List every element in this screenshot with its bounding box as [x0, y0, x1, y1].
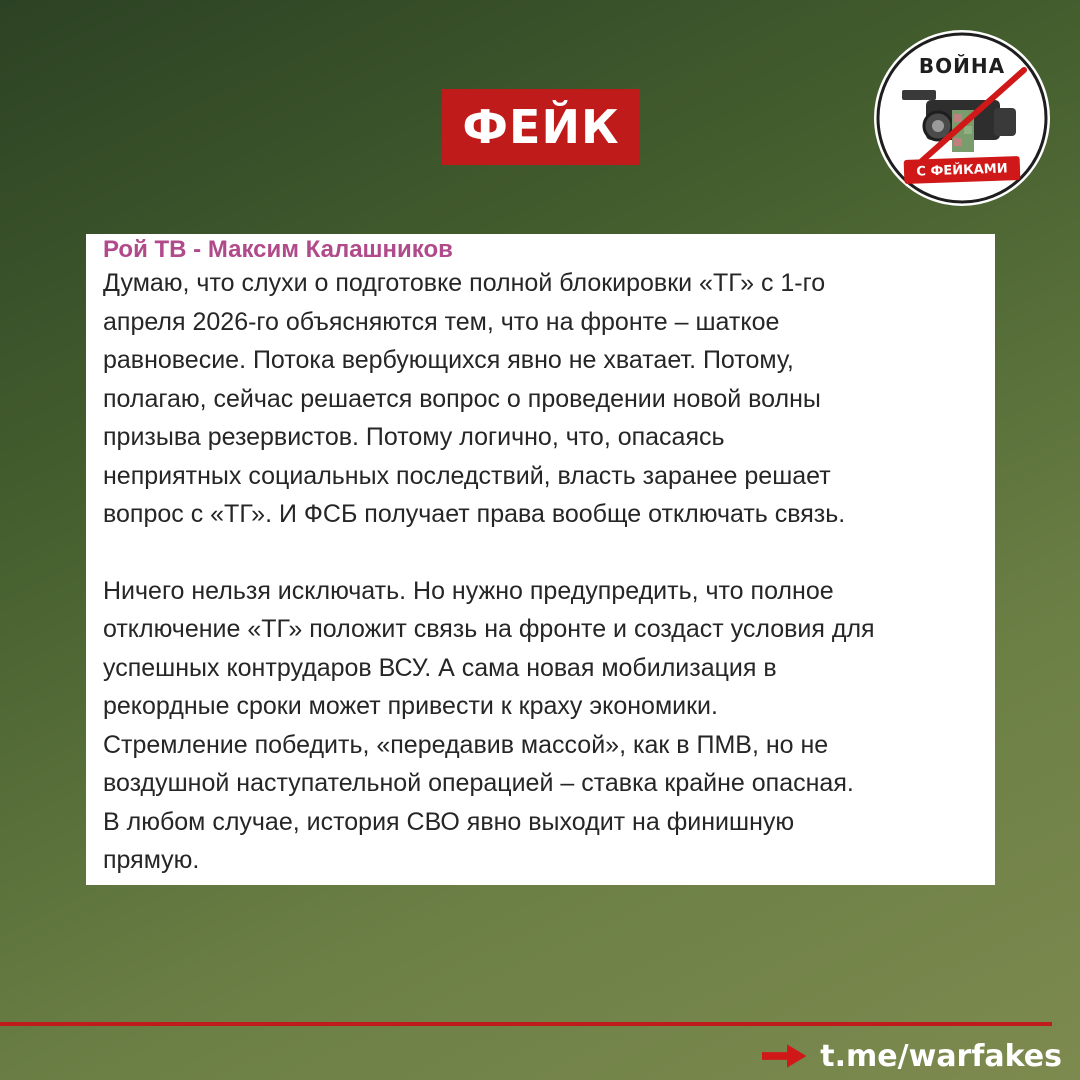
post-line: равновесие. Потока вербующихся явно не хватает. Потому, [103, 346, 794, 374]
post-line: В любом случае, история СВО явно выходит на финишную [103, 807, 795, 836]
footer-divider [0, 1022, 1052, 1026]
post-line: прямую. [103, 846, 200, 874]
post-line: успешных контрударов ВСУ. А сама новая мобилизация в [103, 653, 777, 682]
channel-logo [874, 30, 1050, 206]
arrow-right-icon [762, 1042, 808, 1070]
post-line: отключение «ТГ» положит связь на фронте и создаст условия для [103, 615, 875, 643]
post-line: Стремление победить, «передавив массой», как в ПМВ, но не [103, 730, 829, 759]
logo-bottom-text: С ФЕЙКАМИ [904, 156, 1021, 184]
post-line: Думаю, что слухи о подготовке полной блокировки «ТГ» с 1-го [103, 269, 826, 297]
post-line: неприятных социальных последствий, власть заранее решает [103, 461, 831, 490]
post-paragraph-1 [103, 264, 995, 534]
post-line: вопрос с «ТГ». И ФСБ получает права вообще отключать связь. [103, 500, 846, 528]
post-paragraph-2 [103, 572, 995, 880]
post-line: воздушной наступательной операцией – ставка крайне опасная. [103, 769, 854, 797]
post-line: Ничего нельзя исключать. Но нужно предупредить, что полное [103, 576, 834, 605]
post-line: апреля 2026-го объясняются тем, что на фронте – шаткое [103, 307, 780, 336]
channel-link[interactable] [762, 1032, 1062, 1080]
post-line: полагаю, сейчас решается вопрос о проведении новой волны [103, 384, 821, 413]
post-line: рекордные сроки может привести к краху экономики. [103, 692, 718, 720]
channel-link-text[interactable]: t.me/warfakes [820, 1038, 1062, 1074]
post-line: призыва резервистов. Потому логично, что, опасаясь [103, 423, 725, 451]
post-author: Рой ТВ - Максим Калашников [103, 236, 453, 263]
logo-top-text: ВОЙНА [918, 54, 1006, 78]
post-screenshot [86, 234, 995, 885]
fake-badge: ФЕЙК [442, 89, 640, 165]
